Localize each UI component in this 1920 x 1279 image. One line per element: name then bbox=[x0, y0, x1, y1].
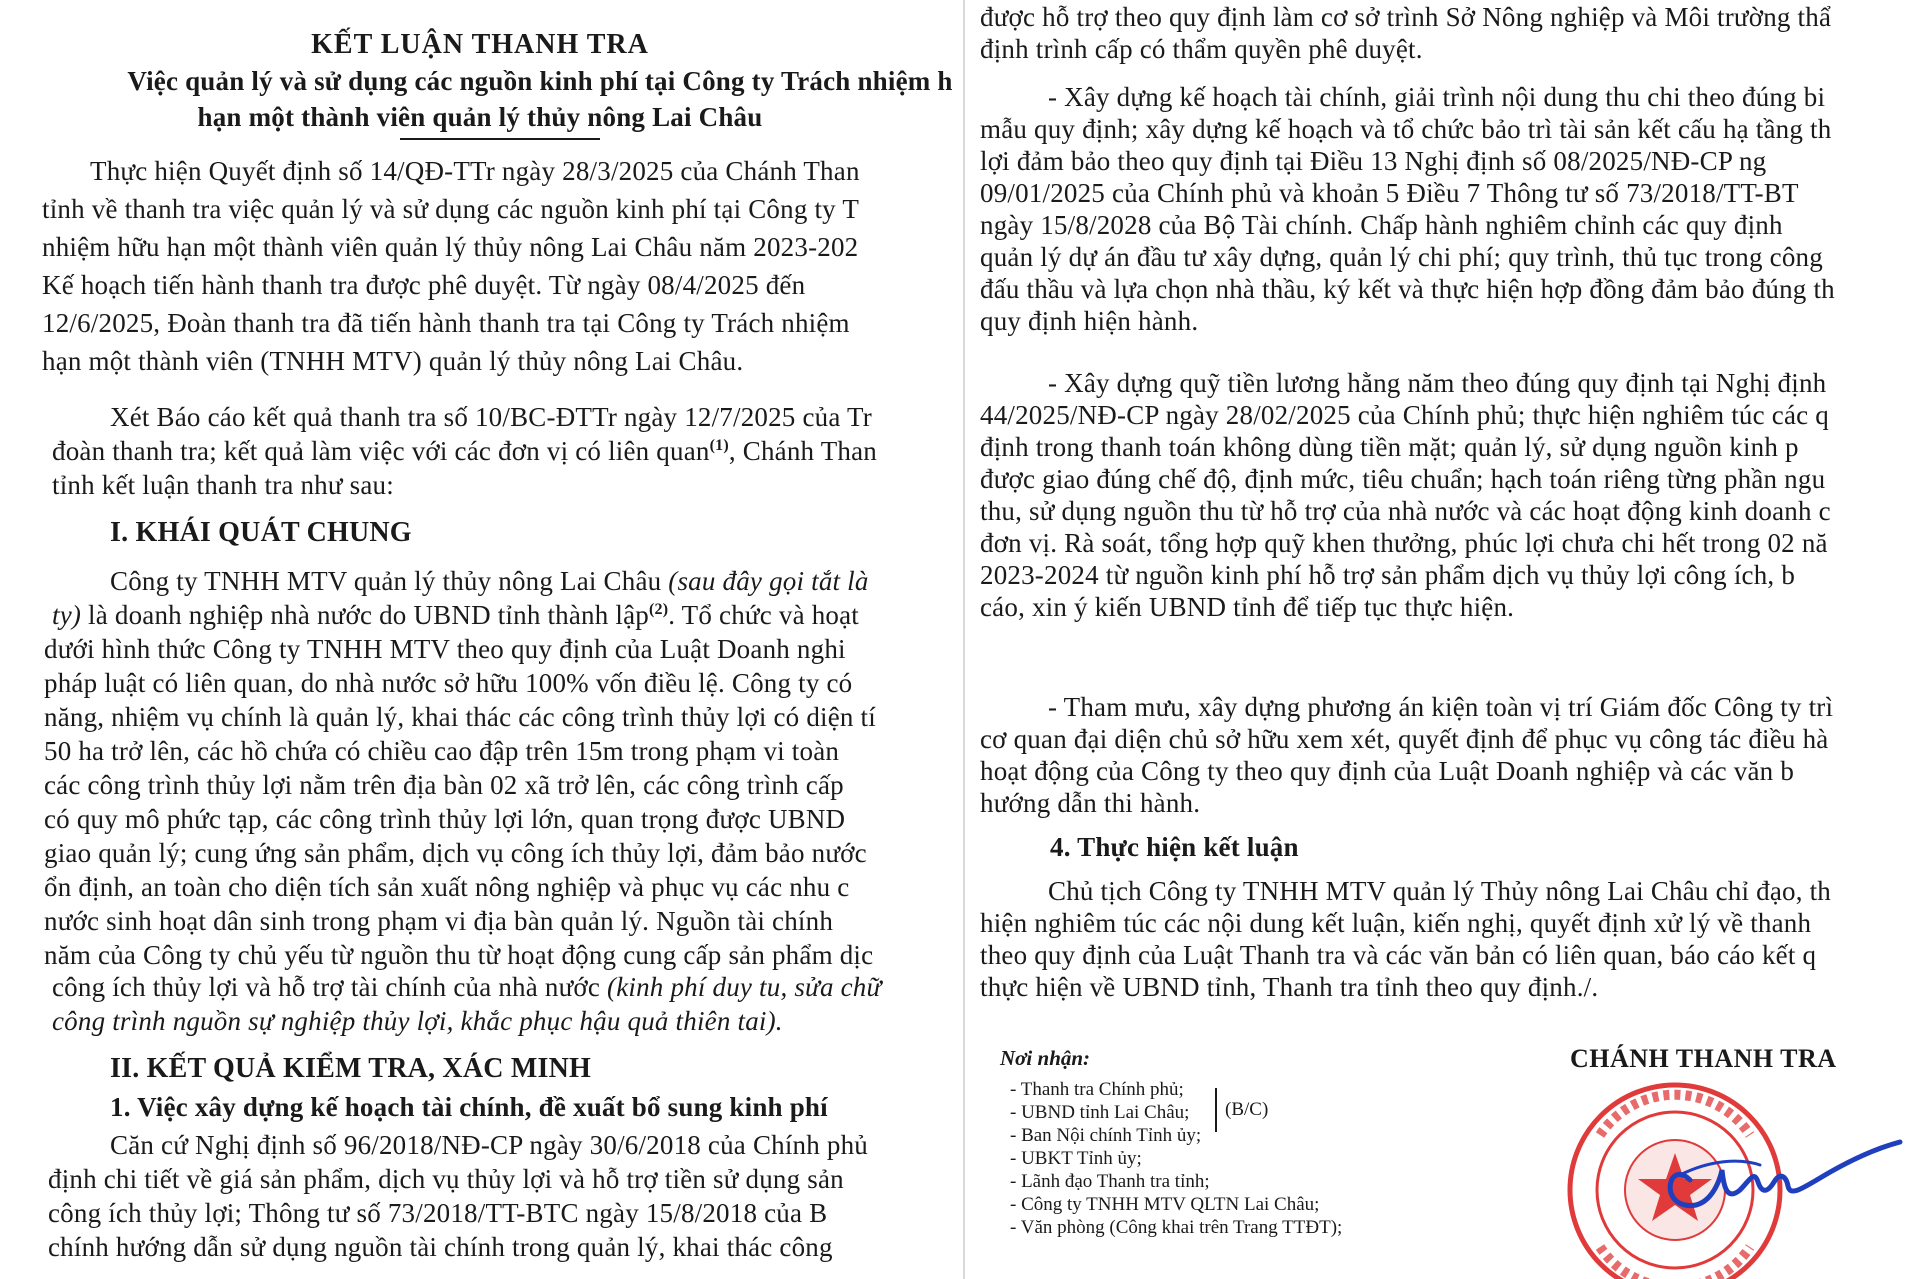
paragraph-line: pháp luật có liên quan, do nhà nước sở hữu 100% vốn điều lệ. Công ty có bbox=[44, 668, 853, 698]
paragraph-line: các công trình thủy lợi nằm trên địa bàn 02 xã trở lên, các công trình cấp bbox=[44, 770, 844, 800]
paragraph-line: hoạt động của Công ty theo quy định của Luật Doanh nghiệp và các văn b bbox=[980, 756, 1795, 786]
recipients-bracket bbox=[1215, 1088, 1217, 1132]
paragraph-line: hiện nghiêm túc các nội dung kết luận, kiến nghị, quyết định xử lý về thanh bbox=[980, 908, 1812, 938]
recipient-item: - Thanh tra Chính phủ; bbox=[1010, 1079, 1184, 1100]
paragraph-line: - Xây dựng quỹ tiền lương hằng năm theo đúng quy định tại Nghị định bbox=[1048, 368, 1827, 398]
paragraph-line: ngày 15/8/2028 của Bộ Tài chính. Chấp hành nghiêm chỉnh các quy định bbox=[980, 210, 1783, 240]
paragraph-line: thu, sử dụng nguồn thu từ hỗ trợ của nhà nước và các hoạt động kinh doanh c bbox=[980, 496, 1831, 526]
paragraph-line: năng, nhiệm vụ chính là quản lý, khai thác các công trình thủy lợi có diện tí bbox=[44, 702, 876, 732]
paragraph-line: - Tham mưu, xây dựng phương án kiện toàn vị trí Giám đốc Công ty trì bbox=[1048, 692, 1834, 722]
paragraph-line: có quy mô phức tạp, các công trình thủy lợi lớn, quan trọng được UBND bbox=[44, 804, 846, 834]
page-divider bbox=[963, 0, 965, 1279]
recipient-item: - Công ty TNHH MTV QLTN Lai Châu; bbox=[1010, 1194, 1320, 1215]
paragraph-line: nhiệm hữu hạn một thành viên quản lý thủy nông Lai Châu năm 2023-202 bbox=[42, 232, 859, 262]
document-page-right bbox=[970, 0, 1920, 1279]
paragraph-line: định trình cấp có thẩm quyền phê duyệt. bbox=[980, 34, 1423, 64]
paragraph-line: 50 ha trở lên, các hồ chứa có chiều cao đập trên 15m trong phạm vi toàn bbox=[44, 736, 840, 766]
recipients-title: Nơi nhận: bbox=[1000, 1046, 1091, 1070]
paragraph-line: đấu thầu và lựa chọn nhà thầu, ký kết và thực hiện hợp đồng đảm bảo đúng th bbox=[980, 274, 1835, 304]
document-subtitle-line-1: Việc quản lý và sử dụng các nguồn kinh phí tại Công ty Trách nhiệm h bbox=[127, 66, 953, 96]
paragraph-line: được giao đúng chế độ, định mức, tiêu chuẩn; hạch toán riêng từng phần ngu bbox=[980, 464, 1826, 494]
paragraph-line: theo quy định của Luật Thanh tra và các văn bản có liên quan, báo cáo kết q bbox=[980, 940, 1817, 970]
recipients-bc-note: (B/C) bbox=[1225, 1099, 1269, 1120]
paragraph-line: ty) là doanh nghiệp nhà nước do UBND tỉnh thành lập$^{(2)}$. Tổ chức và hoạt bbox=[52, 600, 859, 630]
paragraph-line: Thực hiện Quyết định số 14/QĐ-TTr ngày 28/3/2025 của Chánh Than bbox=[90, 156, 860, 186]
paragraph-line: hạn một thành viên (TNHH MTV) quản lý thủy nông Lai Châu. bbox=[42, 346, 744, 376]
paragraph-line: cơ quan đại diện chủ sở hữu xem xét, quyết định để phục vụ công tác điều hà bbox=[980, 724, 1829, 754]
paragraph-line: 2023-2024 từ nguồn kinh phí hỗ trợ sản phẩm dịch vụ thủy lợi công ích, b bbox=[980, 560, 1796, 590]
signature-icon bbox=[1650, 1120, 1910, 1230]
paragraph-line: ổn định, an toàn cho diện tích sản xuất nông nghiệp và phục vụ các nhu c bbox=[44, 872, 850, 902]
recipient-item: - Ban Nội chính Tỉnh ủy; bbox=[1010, 1125, 1202, 1146]
paragraph-line: Xét Báo cáo kết quả thanh tra số 10/BC-ĐTTr ngày 12/7/2025 của Tr bbox=[110, 402, 872, 432]
subsection-heading-4: 4. Thực hiện kết luận bbox=[1050, 832, 1299, 862]
paragraph-line: cáo, xin ý kiến UBND tỉnh để tiếp tục thực hiện. bbox=[980, 592, 1515, 622]
section-heading-1: I. KHÁI QUÁT CHUNG bbox=[110, 517, 412, 548]
paragraph-line: chính hướng dẫn sử dụng nguồn tài chính trong quản lý, khai thác công bbox=[48, 1232, 833, 1262]
paragraph-line: công ích thủy lợi; Thông tư số 73/2018/TT-BTC ngày 15/8/2018 của B bbox=[48, 1198, 828, 1228]
paragraph-line: Kế hoạch tiến hành thanh tra được phê duyệt. Từ ngày 08/4/2025 đến bbox=[42, 270, 806, 300]
paragraph-line: 44/2025/NĐ-CP ngày 28/02/2025 của Chính phủ; thực hiện nghiêm túc các q bbox=[980, 400, 1829, 430]
recipient-item: - UBND tỉnh Lai Châu; bbox=[1010, 1102, 1190, 1123]
paragraph-line: lợi đảm bảo theo quy định tại Điều 13 Nghị định số 08/2025/NĐ-CP ng bbox=[980, 146, 1767, 176]
paragraph-line: 12/6/2025, Đoàn thanh tra đã tiến hành thanh tra tại Công ty Trách nhiệm bbox=[42, 308, 850, 338]
paragraph-line: tỉnh về thanh tra việc quản lý và sử dụng các nguồn kinh phí tại Công ty T bbox=[42, 194, 860, 224]
paragraph-line: tỉnh kết luận thanh tra như sau: bbox=[52, 470, 394, 500]
paragraph-line: đơn vị. Rà soát, tổng hợp quỹ khen thưởng, phúc lợi chưa chi hết trong 02 nă bbox=[980, 528, 1828, 558]
subsection-heading-1: 1. Việc xây dựng kế hoạch tài chính, đề xuất bổ sung kinh phí bbox=[110, 1092, 828, 1122]
paragraph-line: nước sinh hoạt dân sinh trong phạm vi địa bàn quản lý. Nguồn tài chính bbox=[44, 906, 834, 936]
paragraph-line: - Xây dựng kế hoạch tài chính, giải trình nội dung thu chi theo đúng bi bbox=[1048, 82, 1826, 112]
paragraph-line: năm của Công ty chủ yếu từ nguồn thu từ hoạt động cung cấp sản phẩm dịc bbox=[44, 940, 874, 970]
signer-title: CHÁNH THANH TRA bbox=[1570, 1044, 1837, 1073]
paragraph-line: quản lý dự án đầu tư xây dựng, quản lý chi phí; quy trình, thủ tục trong công bbox=[980, 242, 1823, 272]
recipient-item: - UBKT Tỉnh ủy; bbox=[1010, 1148, 1142, 1169]
paragraph-line: mẫu quy định; xây dựng kế hoạch và tổ chức bảo trì tài sản kết cấu hạ tầng th bbox=[980, 114, 1832, 144]
paragraph-line: đoàn thanh tra; kết quả làm việc với các đơn vị có liên quan$^{(1)}$, Chánh Than bbox=[52, 436, 877, 466]
paragraph-line: định chi tiết về giá sản phẩm, dịch vụ thủy lợi và hỗ trợ tiền sử dụng sản bbox=[48, 1164, 844, 1194]
paragraph-line: định trong thanh toán không dùng tiền mặt; quản lý, sử dụng nguồn kinh p bbox=[980, 432, 1799, 462]
recipient-item: - Lãnh đạo Thanh tra tỉnh; bbox=[1010, 1171, 1210, 1192]
paragraph-line: hướng dẫn thi hành. bbox=[980, 788, 1201, 818]
paragraph-line: Công ty TNHH MTV quản lý thủy nông Lai Châu (sau đây gọi tắt là bbox=[110, 566, 869, 596]
paragraph-line: công trình nguồn sự nghiệp thủy lợi, khắc phục hậu quả thiên tai). bbox=[52, 1006, 783, 1036]
recipient-item: - Văn phòng (Công khai trên Trang TTĐT); bbox=[1010, 1217, 1343, 1238]
paragraph-line: thực hiện về UBND tỉnh, Thanh tra tỉnh theo quy định./. bbox=[980, 972, 1599, 1002]
document-subtitle-line-2: hạn một thành viên quản lý thủy nông Lai Châu bbox=[197, 102, 763, 132]
section-heading-2: II. KẾT QUẢ KIỂM TRA, XÁC MINH bbox=[110, 1053, 592, 1084]
title-underline bbox=[400, 138, 600, 140]
paragraph-line: dưới hình thức Công ty TNHH MTV theo quy định của Luật Doanh nghi bbox=[44, 634, 846, 664]
paragraph-line: Căn cứ Nghị định số 96/2018/NĐ-CP ngày 30/6/2018 của Chính phủ bbox=[110, 1130, 868, 1160]
paragraph-line: được hỗ trợ theo quy định làm cơ sở trình Sở Nông nghiệp và Môi trường thẩ bbox=[980, 2, 1832, 32]
paragraph-line: Chủ tịch Công ty TNHH MTV quản lý Thủy nông Lai Châu chỉ đạo, th bbox=[1048, 876, 1831, 906]
paragraph-line: giao quản lý; cung ứng sản phẩm, dịch vụ công ích thủy lợi, đảm bảo nước bbox=[44, 838, 867, 868]
paragraph-line: công ích thủy lợi và hỗ trợ tài chính của nhà nước (kinh phí duy tu, sửa chữ bbox=[52, 972, 882, 1002]
paragraph-line: quy định hiện hành. bbox=[980, 306, 1199, 336]
document-title: KẾT LUẬN THANH TRA bbox=[311, 29, 649, 60]
paragraph-line: 09/01/2025 của Chính phủ và khoản 5 Điều 7 Thông tư số 73/2018/TT-BT bbox=[980, 178, 1799, 208]
